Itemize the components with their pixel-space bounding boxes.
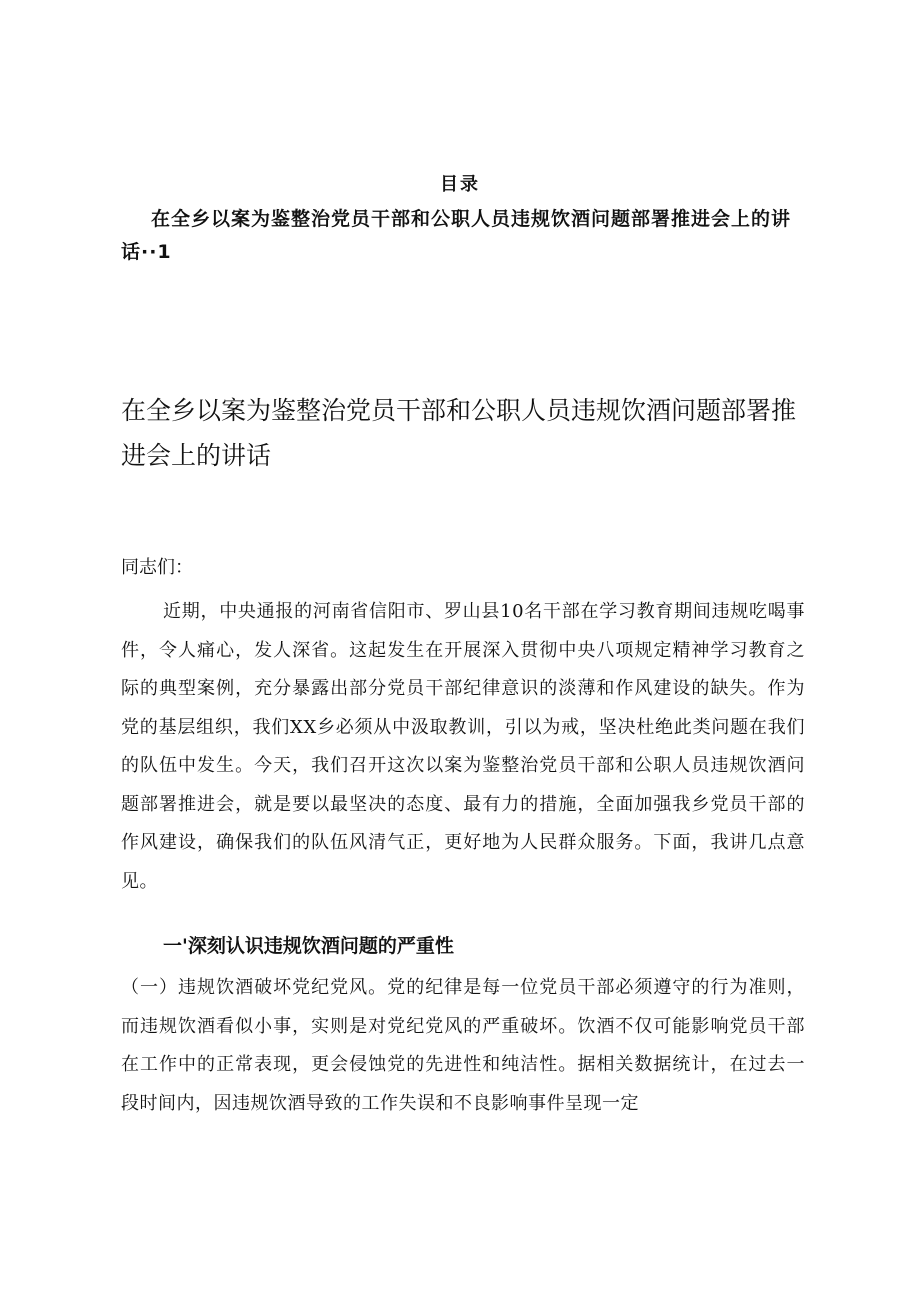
subsection-paragraph: （一）违规饮酒破坏党纪党风。党的纪律是每一位党员干部必须遵守的行为准则，而违规饮酒看似小事，实则是对党纪党风的严重破坏。饮酒不仅可能影响党员干部在工作中的正常表现，更会侵蚀党的先进性和纯洁性。据相关数据统计，在过去一段时间内，因违规饮酒导致的工作失误和不良影响事件呈现一定 [121,977,805,1114]
toc-title: 目录 [440,174,480,195]
toc-entry[interactable]: 在全乡以案为鉴整治党员干部和公职人员违规饮酒问题部署推进会上的讲话··1 [121,208,792,263]
document-title: 在全乡以案为鉴整治党员干部和公职人员违规饮酒问题部署推进会上的讲话 [121,396,797,470]
salutation: 同志们： [121,557,193,578]
section-heading: 一'深刻认识违规饮酒问题的严重性 [163,935,454,957]
intro-paragraph: 近期，中央通报的河南省信阳市、罗山县10名干部在学习教育期间违规吃喝事件，令人痛心，发人深省。这起发生在开展深入贯彻中央八项规定精神学习教育之际的典型案例，充分暴露出部分党员干部纪律意识的淡薄和作风建设的缺失。作为党的基层组织，我们XX乡必须从中汲取教训，引以为戒，坚决杜绝此类问题在我们的队伍中发生。今天，我们召开这次以案为鉴整治党员干部和公职人员违规饮酒问题部署推进会，就是要以最坚决的态度、最有力的措施，全面加强我乡党员干部的作风建设，确保我们的队伍风清气正，更好地为人民群众服务。下面，我讲几点意见。 [121,601,805,892]
